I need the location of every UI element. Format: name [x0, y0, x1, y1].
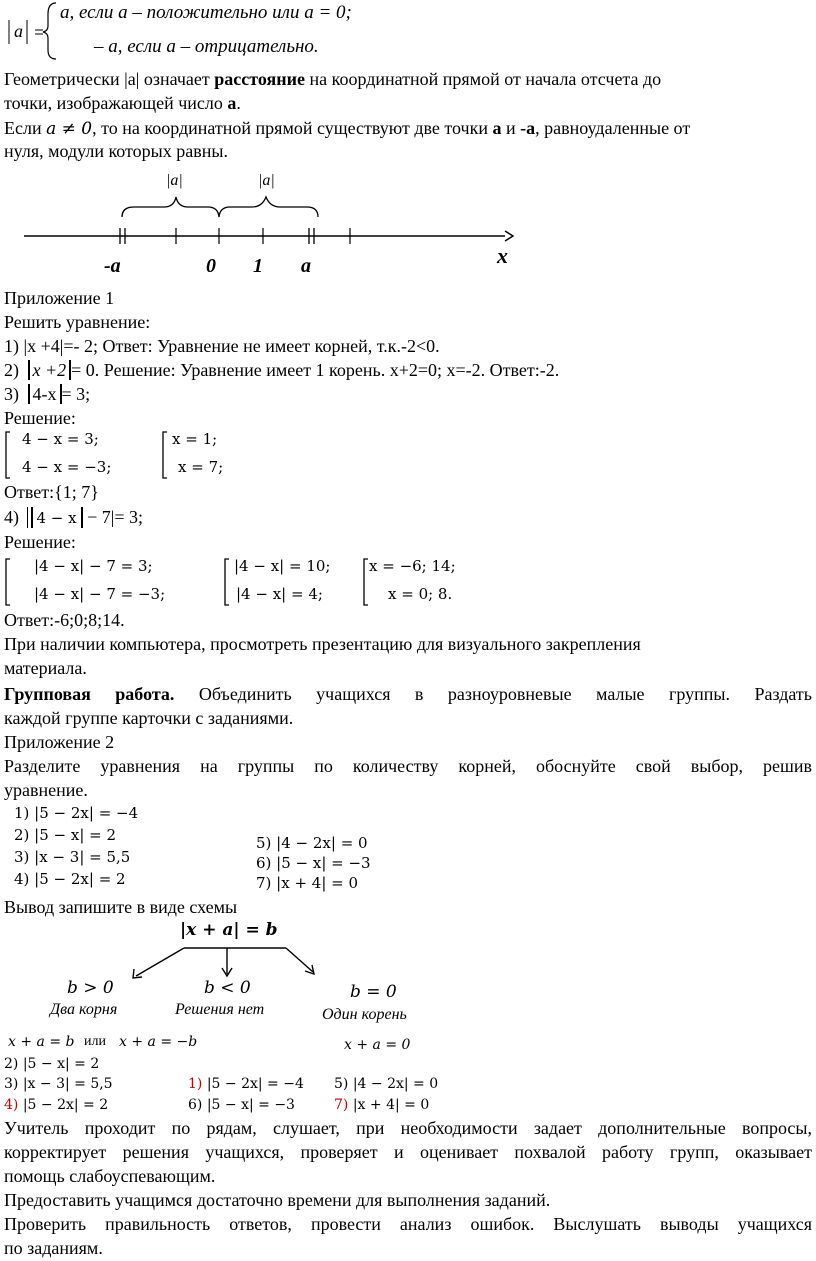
scheme-col2-item-red — [188, 1076, 304, 1092]
abs-value-box — [28, 360, 72, 380]
sys2-c-1: x = −6; 14; — [369, 557, 456, 575]
sys1-left-2: 4 − x = −3; — [22, 458, 112, 476]
axis-label-x: x — [497, 243, 508, 268]
solution-label-2: Решение: — [4, 532, 76, 552]
math-inline: a ≠ 0 — [46, 119, 93, 139]
appendix2-title: Приложение 2 — [4, 732, 115, 752]
text: = 0. Решение: Уравнение имеет 1 корень. х+2=0; х=-2. Ответ:-2. — [71, 360, 560, 380]
bold-term: а — [492, 118, 502, 138]
text: − 7|= 3; — [82, 507, 144, 527]
scheme-or: или — [84, 1034, 106, 1049]
inner-abs-box — [31, 507, 83, 528]
text: . — [236, 93, 241, 113]
group-work-line2: каждой группе карточки с заданиями. — [4, 708, 294, 728]
appendix2-task2: уравнение. — [4, 780, 88, 800]
definition-lhs: a — [14, 21, 23, 41]
sys2-a-2: |4 − x| − 7 = −3; — [34, 585, 166, 603]
text: Если — [4, 118, 47, 138]
group-work-line1 — [4, 683, 812, 705]
list-item: 3) |x − 3| = 5,5 — [14, 848, 131, 866]
scheme-left-eq2: x + a = −b — [119, 1034, 198, 1050]
eq-number: 2) — [4, 360, 19, 380]
sys1-right-2: x = 7; — [178, 458, 224, 476]
text: |5 − 2x| = −4 — [202, 1076, 304, 1092]
cond-one-root: b = 0 — [350, 982, 397, 1002]
list-item: 6) |5 − x| = −3 — [256, 854, 371, 872]
appendix1-eq2 — [4, 359, 559, 381]
bold-term: -а — [520, 118, 536, 138]
list-item: 5) |4 − 2x| = 0 — [256, 834, 368, 852]
outer-abs-open — [27, 507, 83, 528]
bold-term: расстояние — [214, 69, 305, 89]
eq-number: 3) — [4, 384, 19, 404]
desc-no-solution: Решения нет — [175, 1001, 265, 1018]
scheme-col1-item: 2) |5 − x| = 2 — [4, 1056, 100, 1072]
scheme-top-equation: |x + a| = b — [180, 920, 278, 940]
definition-case-positive: a, если a – положительно или a = 0; — [60, 2, 352, 23]
answer-4: Ответ:-6;0;8;14. — [4, 610, 125, 630]
text: |x + 4| = 0 — [348, 1097, 430, 1113]
cond-no-solution: b < 0 — [204, 978, 251, 998]
scheme-col3-item: 5) |4 − 2x| = 0 — [334, 1076, 439, 1092]
brace-label-left: |a| — [166, 172, 183, 189]
list-item: 1) |5 − 2x| = −4 — [14, 804, 139, 822]
abs-content: x +2 — [32, 360, 67, 380]
conclusion-instruction: Вывод запишите в виде схемы — [4, 897, 238, 917]
scheme-col1-item-red — [4, 1097, 108, 1113]
text: на координатной прямой от начала отсчета до — [304, 69, 662, 89]
list-item: 4) |5 − 2x| = 2 — [14, 870, 126, 888]
teacher-line3: помощь слабоуспевающим. — [4, 1166, 216, 1186]
desc-two-roots: Два корня — [50, 1001, 118, 1018]
text: = 3; — [61, 384, 91, 404]
number-line-svg — [0, 160, 816, 280]
nonzero-line2: нуля, модули которых равны. — [4, 141, 228, 161]
text: Объединить учащихся в разноуровневые малые группы. Раздать — [174, 684, 812, 704]
teacher-line2: корректирует решения учащихся, проверяет и оценивает похвалой работу групп, оказывает — [4, 1142, 812, 1162]
scheme-left-eq: x + a = b — [8, 1034, 75, 1050]
time-line: Предоставить учащимся достаточно времени для выполнения заданий. — [4, 1190, 551, 1210]
abs-value-box — [28, 384, 62, 404]
scheme-col2-item: 6) |5 − x| = −3 — [188, 1097, 295, 1113]
scheme-arrows — [100, 940, 500, 1000]
solution-label-1: Решение: — [4, 408, 76, 428]
sys2-b-2: |4 − x| = 4; — [236, 585, 323, 603]
appendix1-title: Приложение 1 — [4, 288, 115, 308]
text: точки, изображающей число — [4, 93, 228, 113]
sys2-a-1: |4 − x| − 7 = 3; — [34, 557, 153, 575]
presentation-line1: При наличии компьютера, просмотреть презентацию для визуального закрепления — [4, 634, 641, 654]
geometric-meaning-line1 — [4, 68, 661, 90]
list-item: 7) |x + 4| = 0 — [256, 874, 359, 892]
presentation-line2: материала. — [4, 658, 87, 678]
teacher-line1: Учитель проходит по рядам, слушает, при необходимости задает дополнительные вопросы, — [4, 1118, 812, 1138]
scheme-col3-item-red — [334, 1097, 429, 1113]
scheme-right-eq: x + a = 0 — [344, 1037, 411, 1053]
sys1-right-1: x = 1; — [172, 430, 218, 448]
appendix2-task1: Разделите уравнения на группы по количеству корней, обоснуйте свой выбор, решив — [4, 756, 812, 776]
bold-term: a — [227, 93, 237, 113]
nonzero-line1 — [4, 117, 690, 140]
abs-content: 4 − x — [36, 509, 77, 527]
appendix1-eq1: 1) |x +4|=- 2; Ответ: Уравнение не имеет корней, т.к.-2<0. — [4, 336, 440, 356]
red-number: 1) — [188, 1076, 203, 1092]
text: , то на координатной прямой существуют две точки — [92, 118, 493, 138]
answer-3: Ответ:{1; 7} — [4, 482, 99, 502]
definition-abs-bars — [0, 0, 60, 60]
cond-two-roots: b > 0 — [67, 978, 114, 998]
appendix1-task: Решить уравнение: — [4, 312, 151, 332]
appendix1-eq3 — [4, 383, 90, 405]
scheme-col1-item: 3) |x − 3| = 5,5 — [4, 1076, 113, 1092]
sys2-c-2: x = 0; 8. — [388, 585, 453, 603]
bold-term: Групповая работа. — [4, 684, 175, 704]
red-number: 4) — [4, 1097, 19, 1113]
label-one: 1 — [253, 255, 263, 277]
check-line1: Проверить правильность ответов, провести анализ ошибок. Выслушать выводы учащихся — [4, 1214, 812, 1234]
label-neg-a: -a — [104, 255, 121, 277]
text: , равноудаленные от — [535, 118, 691, 138]
sys2-b-1: |4 − x| = 10; — [234, 557, 331, 575]
sys1-left-1: 4 − x = 3; — [22, 430, 99, 448]
abs-content: 4-x — [32, 384, 57, 404]
check-line2: по заданиям. — [4, 1238, 103, 1258]
text: |5 − 2x| = 2 — [18, 1097, 109, 1113]
red-number: 7) — [334, 1097, 349, 1113]
eq-number: 4) — [4, 507, 19, 527]
text: Геометрически |a| означает — [4, 69, 215, 89]
appendix1-eq4 — [4, 506, 143, 528]
label-a: a — [301, 255, 311, 277]
list-item: 2) |5 − x| = 2 — [14, 826, 117, 844]
desc-one-root: Один корень — [322, 1006, 407, 1023]
definition-case-negative: – a, если a – отрицательно. — [94, 36, 319, 57]
brace-label-right: |a| — [258, 172, 275, 189]
text: и — [501, 118, 521, 138]
label-zero: 0 — [206, 255, 216, 277]
geometric-meaning-line2 — [4, 92, 241, 114]
